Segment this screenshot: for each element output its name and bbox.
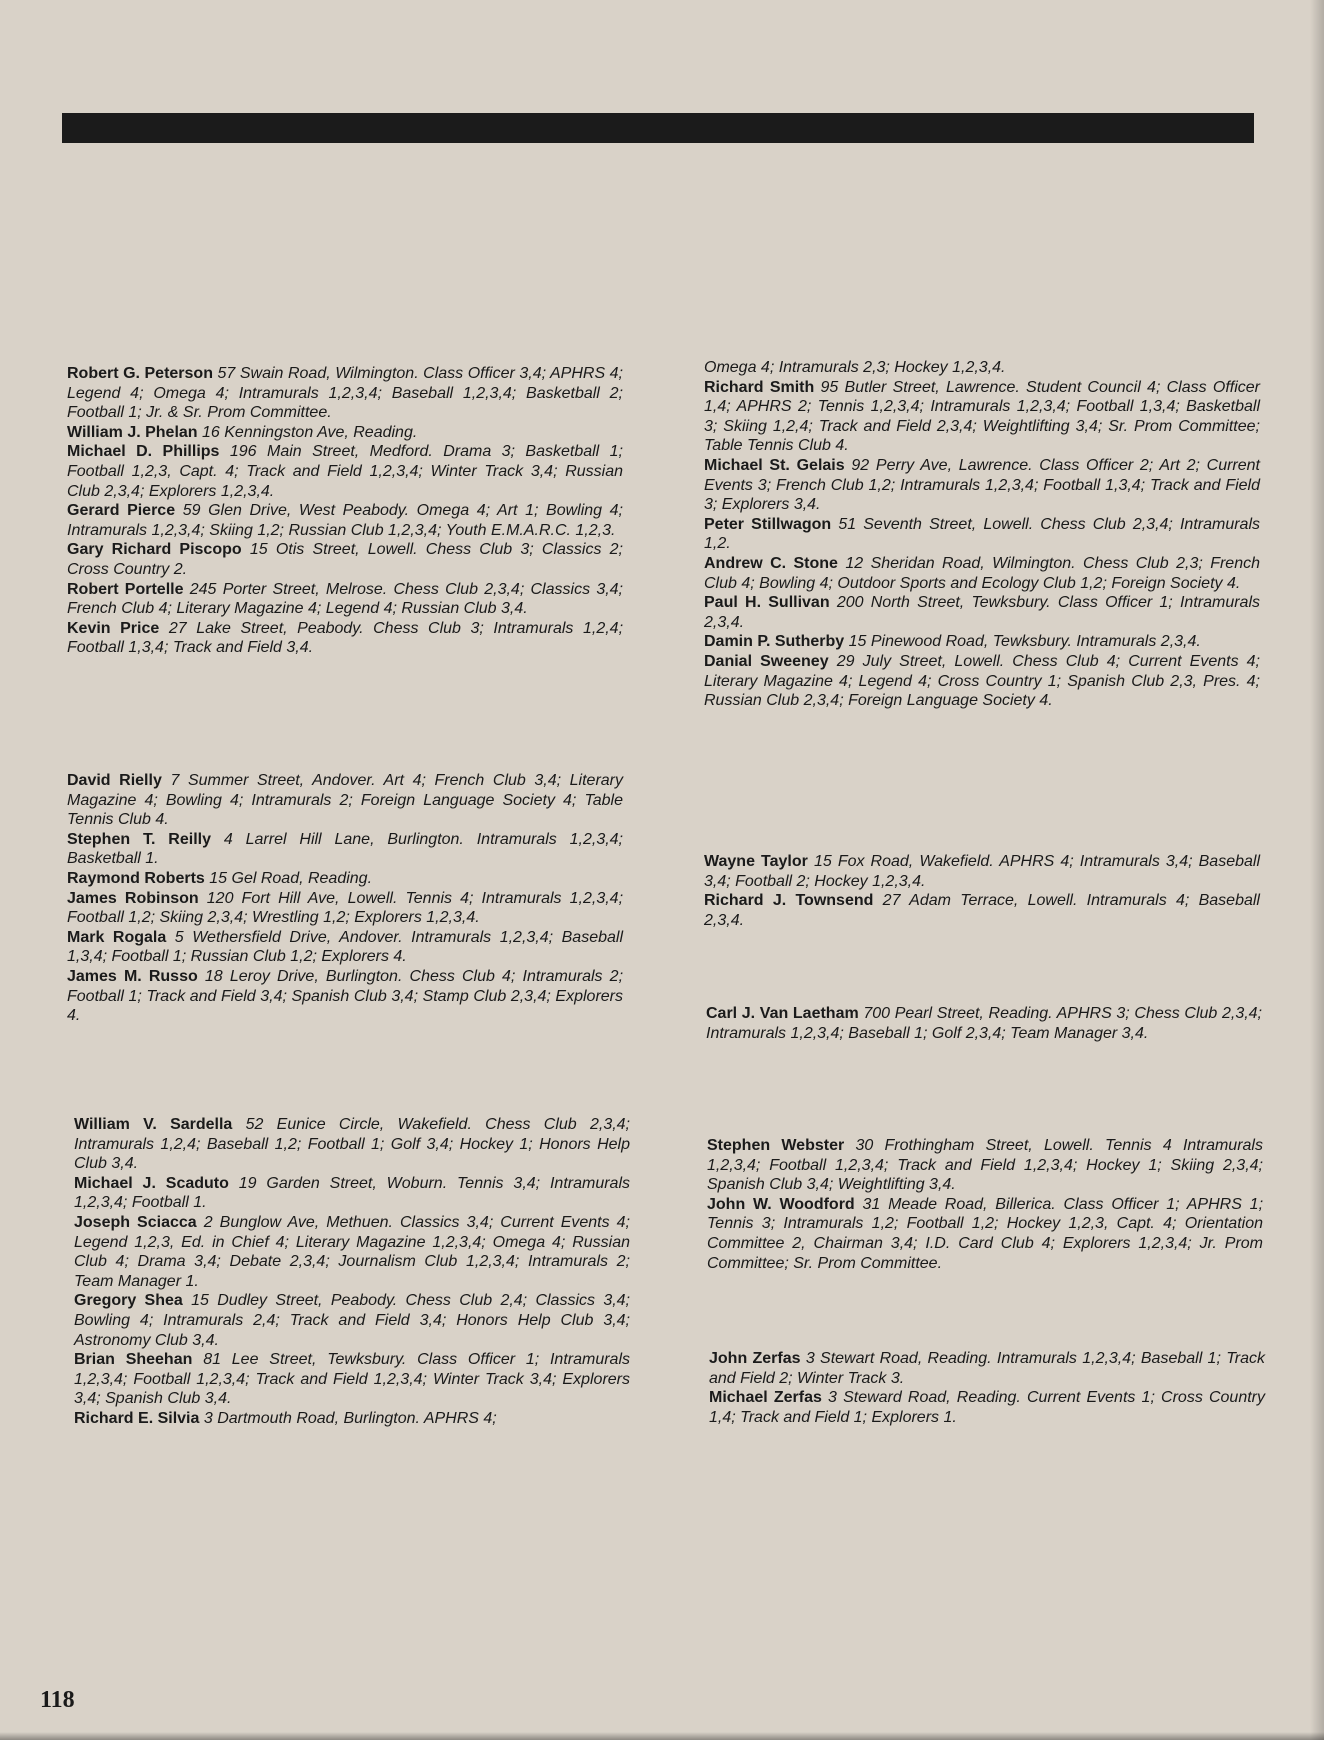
left-group-2	[67, 771, 623, 1026]
entry	[67, 619, 623, 658]
student-details: 18 Leroy Drive, Burlington. Chess Club 4; Intramurals 2; Football 1; Track and Field 3,4; Spanish Club 3,4; Stamp Club 2,3,4; Explorers 4.	[67, 967, 624, 1025]
entry	[704, 852, 1260, 891]
student-details: 51 Seventh Street, Lowell. Chess Club 2,3,4; Intramurals 1,2.	[704, 515, 1261, 553]
student-name: Stephen T. Reilly	[67, 830, 211, 848]
student-details: 196 Main Street, Medford. Drama 3; Basketball 1; Football 1,2,3, Capt. 4; Track and Field 1,2,3,4; Winter Track 3,4; Russian Club 2,3,4; Explorers 1,2,3,4.	[67, 443, 624, 500]
student-details: 5 Wethersfield Drive, Andover. Intramurals 1,2,3,4; Baseball 1,3,4; Football 1; Russian Club 1,2; Explorers 4.	[67, 928, 624, 966]
entry	[704, 593, 1260, 632]
student-details: 95 Butler Street, Lawrence. Student Council 4; Class Officer 1,4; APHRS 2; Tennis 1,2,3,4; Intramurals 1,2,3,4; Football 1,3,4; Basketball 3; Skiing 1,2,4; Track and Field 2,3,4; Weightlifting 3,4; Sr. Prom Committee; Table Tennis Club 4.	[704, 378, 1260, 455]
header-black-rule	[62, 113, 1254, 143]
student-details: Omega 4; Intramurals 2,3; Hockey 1,2,3,4.	[704, 359, 1006, 376]
student-name: Michael D. Phillips	[67, 443, 220, 461]
student-details: 15 Otis Street, Lowell. Chess Club 3; Classics 2; Cross Country 2.	[67, 541, 624, 578]
student-name: Wayne Taylor	[704, 853, 808, 870]
student-details: 2 Bunglow Ave, Methuen. Classics 3,4; Current Events 4; Legend 1,2,3, Ed. in Chief 4; Literary Magazine 1,2,3,4; Omega 4; Russian Club 4; Drama 3,4; Debate 2,3,4; Journalism Club 1,2,3,4; Intramurals 2; Team Manager 1.	[74, 1213, 630, 1290]
entry	[67, 442, 623, 501]
entry	[67, 501, 623, 540]
continuation-entry	[704, 358, 1260, 378]
page-edge-shadow	[1310, 0, 1324, 1740]
entry	[67, 580, 623, 619]
student-name: William J. Phelan	[67, 423, 198, 441]
entry	[704, 554, 1260, 593]
student-details: 57 Swain Road, Wilmington. Class Officer 3,4; APHRS 4; Legend 4; Omega 4; Intramurals 1,2,3,4; Baseball 1,2,3,4; Basketball 2; Football 1; Jr. & Sr. Prom Committee.	[67, 365, 623, 422]
student-name: Gary Richard Piscopo	[67, 541, 242, 559]
student-name: Kevin Price	[67, 619, 160, 637]
entry	[704, 632, 1260, 652]
student-name: David Rielly	[67, 772, 162, 789]
entry	[67, 869, 623, 889]
student-details: 15 Fox Road, Wakefield. APHRS 4; Intramurals 3,4; Baseball 3,4; Football 2; Hockey 1,2,3,4.	[704, 853, 1261, 890]
student-details: 29 July Street, Lowell. Chess Club 4; Current Events 4; Literary Magazine 4; Legend 4; Cross Country 1; Spanish Club 2,3, Pres. 4; Russian Club 2,3,4; Foreign Language Society 4.	[704, 652, 1261, 710]
entry	[67, 928, 623, 967]
entry	[74, 1115, 630, 1174]
student-details: 12 Sheridan Road, Wilmington. Chess Club 2,3; French Club 4; Bowling 4; Outdoor Sports and Ecology Club 1,2; Foreign Society 4.	[704, 554, 1260, 592]
student-name: Brian Sheehan	[74, 1351, 193, 1369]
student-name: Damin P. Sutherby	[704, 633, 845, 651]
student-name: Gregory Shea	[74, 1292, 183, 1310]
student-details: 19 Garden Street, Woburn. Tennis 3,4; Intramurals 1,2,3,4; Football 1.	[74, 1174, 630, 1212]
entry	[74, 1174, 630, 1213]
student-name: William V. Sardella	[74, 1116, 233, 1133]
student-name: John Zerfas	[709, 1350, 801, 1367]
entry	[67, 540, 623, 579]
student-details: 3 Steward Road, Reading. Current Events 1; Cross Country 1,4; Track and Field 1; Explorers 1.	[709, 1389, 1266, 1426]
student-details: 3 Dartmouth Road, Burlington. APHRS 4;	[203, 1409, 497, 1427]
entry	[74, 1409, 630, 1429]
student-details: 700 Pearl Street, Reading. APHRS 3; Chess Club 2,3,4; Intramurals 1,2,3,4; Baseball 1; Golf 2,3,4; Team Manager 3,4.	[706, 1005, 1262, 1042]
right-group-4	[707, 1136, 1263, 1273]
student-details: 200 North Street, Tewksbury. Class Officer 1; Intramurals 2,3,4.	[704, 594, 1260, 631]
student-details: 16 Kenningston Ave, Reading.	[202, 423, 418, 441]
student-details: 4 Larrel Hill Lane, Burlington. Intramurals 1,2,3,4; Basketball 1.	[67, 830, 624, 868]
student-details: 3 Stewart Road, Reading. Intramurals 1,2,3,4; Baseball 1; Track and Field 2; Winter Track 3.	[709, 1350, 1266, 1387]
left-group-3	[74, 1115, 630, 1429]
right-group-1	[704, 358, 1260, 711]
entry	[67, 771, 623, 830]
student-details: 27 Adam Terrace, Lowell. Intramurals 4; Baseball 2,3,4.	[704, 892, 1260, 929]
student-name: Michael St. Gelais	[704, 456, 845, 474]
page-number: 118	[40, 1687, 75, 1713]
entry	[67, 889, 623, 928]
entry	[707, 1195, 1263, 1273]
student-details: 7 Summer Street, Andover. Art 4; French Club 3,4; Literary Magazine 4; Bowling 4; Intramurals 2; Foreign Language Society 4; Table Tennis Club 4.	[67, 772, 624, 829]
entry	[67, 364, 623, 423]
entry	[67, 830, 623, 869]
entry	[704, 652, 1260, 711]
student-name: Richard J. Townsend	[704, 892, 874, 910]
student-name: James Robinson	[67, 889, 199, 907]
right-group-2	[704, 852, 1260, 930]
entry	[704, 378, 1260, 456]
student-name: Andrew C. Stone	[704, 554, 838, 572]
student-details: 81 Lee Street, Tewksbury. Class Officer 1; Intramurals 1,2,3,4; Football 1,2,3,4; Track and Field 1,2,3,4; Winter Track 3,4; Explorers 3,4; Spanish Club 3,4.	[74, 1351, 631, 1408]
student-name: Richard E. Silvia	[74, 1409, 200, 1427]
student-name: Mark Rogala	[67, 928, 167, 946]
left-group-1	[67, 364, 623, 658]
student-details: 52 Eunice Circle, Wakefield. Chess Club 2,3,4; Intramurals 1,2,4; Baseball 1,2; Football 1; Golf 3,4; Hockey 1; Honors Help Club 3,4.	[74, 1116, 630, 1173]
student-details: 59 Glen Drive, West Peabody. Omega 4; Art 1; Bowling 4; Intramurals 1,2,3,4; Skiing 1,2; Russian Club 1,2,3,4; Youth E.M.A.R.C. 1,2,3.	[67, 502, 624, 539]
student-details: 15 Dudley Street, Peabody. Chess Club 2,4; Classics 3,4; Bowling 4; Intramurals 2,4; Track and Field 3,4; Honors Help Club 3,4; Astronomy Club 3,4.	[74, 1292, 631, 1349]
entry	[74, 1350, 630, 1409]
student-details: 15 Gel Road, Reading.	[209, 869, 373, 887]
student-name: Michael Zerfas	[709, 1389, 822, 1407]
student-name: James M. Russo	[67, 967, 198, 985]
entry	[67, 967, 623, 1026]
student-name: Robert G. Peterson	[67, 365, 213, 382]
student-details: 30 Frothingham Street, Lowell. Tennis 4 Intramurals 1,2,3,4; Football 1,2,3,4; Track and Field 1,2,3,4; Hockey 1; Skiing 2,3,4; Spanish Club 3,4; Weightlifting 3,4.	[707, 1137, 1263, 1194]
student-details: 245 Porter Street, Melrose. Chess Club 2,3,4; Classics 3,4; French Club 4; Literary Magazine 4; Legend 4; Russian Club 3,4.	[67, 580, 624, 618]
entry	[706, 1004, 1262, 1043]
entry	[707, 1136, 1263, 1195]
student-details: 120 Fort Hill Ave, Lowell. Tennis 4; Intramurals 1,2,3,4; Football 1,2; Skiing 2,3,4; Wrestling 1,2; Explorers 1,2,3,4.	[67, 889, 624, 927]
student-name: Stephen Webster	[707, 1137, 845, 1154]
right-group-5	[709, 1349, 1265, 1427]
entry	[709, 1349, 1265, 1388]
entry	[74, 1291, 630, 1350]
student-details: 92 Perry Ave, Lawrence. Class Officer 2; Art 2; Current Events 3; French Club 1,2; Intramurals 1,2,3,4; Football 1,3,4; Track and Field 3; Explorers 3,4.	[704, 456, 1261, 514]
right-group-3	[706, 1004, 1262, 1043]
entry	[704, 891, 1260, 930]
student-name: John W. Woodford	[707, 1195, 855, 1213]
student-name: Peter Stillwagon	[704, 515, 832, 533]
student-name: Paul H. Sullivan	[704, 594, 830, 612]
student-name: Michael J. Scaduto	[74, 1174, 229, 1192]
page-bottom-shadow	[0, 1732, 1324, 1740]
student-name: Gerard Pierce	[67, 502, 176, 520]
entry	[709, 1388, 1265, 1427]
student-name: Joseph Sciacca	[74, 1213, 197, 1231]
student-name: Robert Portelle	[67, 580, 184, 598]
entry	[704, 515, 1260, 554]
student-name: Richard Smith	[704, 378, 815, 396]
student-details: 27 Lake Street, Peabody. Chess Club 3; Intramurals 1,2,4; Football 1,3,4; Track and Field 3,4.	[67, 619, 624, 657]
student-name: Raymond Roberts	[67, 869, 205, 887]
entry	[74, 1213, 630, 1291]
student-details: 15 Pinewood Road, Tewksbury. Intramurals 2,3,4.	[848, 633, 1201, 651]
entry	[704, 456, 1260, 515]
entry	[67, 423, 623, 443]
student-details: 31 Meade Road, Billerica. Class Officer 1; APHRS 1; Tennis 3; Intramurals 1,2; Football 1,2; Hockey 1,2,3, Capt. 4; Orientation Committee 2, Chairman 3,4; I.D. Card Club 4; Explorers 1,2,3,4; Jr. Prom Committee; Sr. Prom Committee.	[707, 1195, 1264, 1272]
student-name: Carl J. Van Laetham	[706, 1005, 859, 1022]
student-name: Danial Sweeney	[704, 652, 829, 670]
